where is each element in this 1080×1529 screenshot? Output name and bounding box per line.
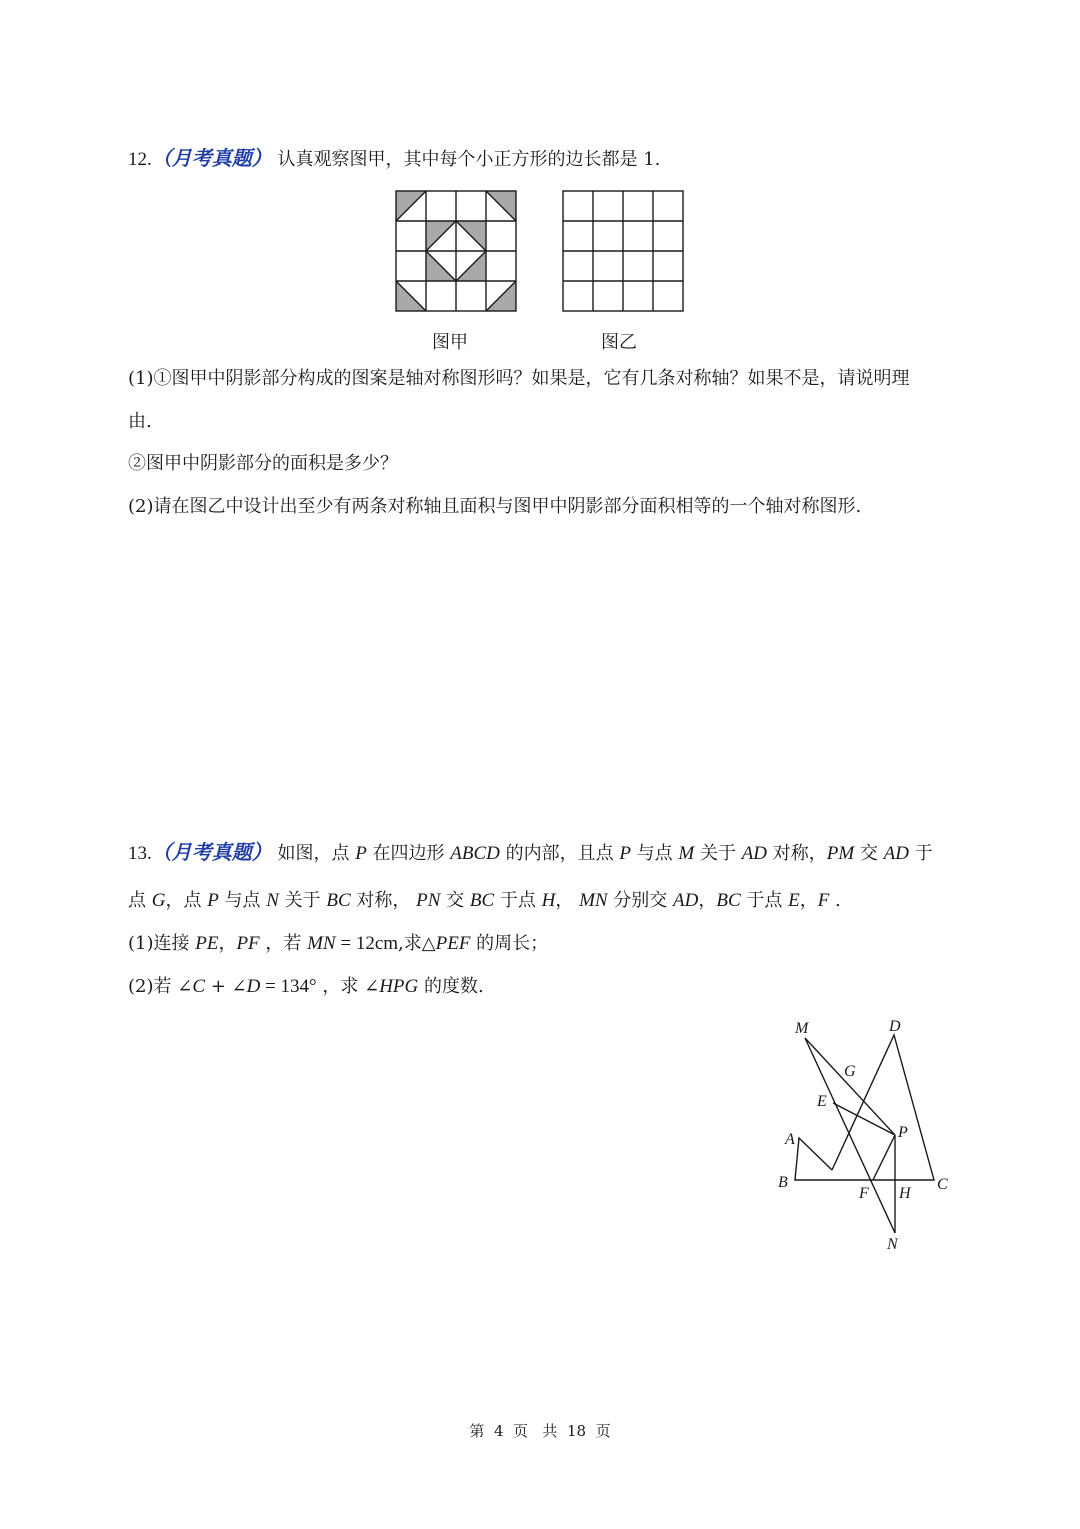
- figure-jia: [396, 191, 518, 313]
- q13-figure: [770, 1012, 970, 1252]
- jia-grid: [396, 191, 516, 311]
- label-d: D: [889, 1018, 901, 1035]
- q13-part2: (2)若 ∠C + ∠D = 134° ，求 ∠HPG 的度数.: [128, 976, 484, 997]
- q12-stem: 认真观察图甲，其中每个小正方形的边长都是 1.: [277, 149, 661, 170]
- caption-jia: 图甲: [432, 332, 468, 353]
- quad-abcd: [795, 1035, 934, 1180]
- label-g: G: [844, 1063, 856, 1080]
- q12-stem-line: [128, 146, 660, 172]
- label-c: C: [937, 1176, 948, 1193]
- page-footer: 第 4 页 共 18 页: [469, 1422, 611, 1440]
- label-a: A: [785, 1131, 795, 1148]
- q12-tag: （月考真题）: [151, 146, 272, 170]
- yi-grid: [563, 191, 683, 311]
- label-h: H: [899, 1185, 911, 1202]
- q13-tag: （月考真题）: [151, 840, 272, 864]
- label-f: F: [859, 1185, 869, 1202]
- label-p: P: [898, 1124, 908, 1141]
- caption-yi: 图乙: [601, 332, 637, 353]
- q13-line1: 13.（月考真题） 如图，点 P 在四边形 ABCD 的内部，且点 P 与点 M 关于 AD 对称，PM 交 AD 于: [128, 840, 933, 864]
- total-pages: 18: [566, 1422, 587, 1440]
- label-b: B: [778, 1174, 788, 1191]
- segment-mp: [805, 1038, 895, 1135]
- label-e: E: [817, 1093, 827, 1110]
- q12-part1-line2: 由.: [128, 411, 152, 432]
- q12-number: 12.: [128, 149, 152, 170]
- current-page: 4: [493, 1422, 504, 1440]
- segment-pf: [873, 1135, 895, 1180]
- label-n: N: [887, 1236, 898, 1253]
- q12-part2: (2)请在图乙中设计出至少有两条对称轴且面积与图甲中阴影部分面积相等的一个轴对称图形.: [128, 496, 862, 517]
- q13-part1: (1)连接 PE，PF ，若 MN = 12cm,求△PEF 的周长；: [128, 933, 549, 954]
- q12-part1-line1: (1)①图甲中阴影部分构成的图案是轴对称图形吗？如果是，它有几条对称轴？如果不是，请说明理: [128, 368, 910, 389]
- q13-line2: 点 G，点 P 与点 N 关于 BC 对称， PN 交 BC 于点 H， MN 分别交 AD，BC 于点 E，F .: [128, 890, 841, 911]
- label-m: M: [795, 1020, 809, 1037]
- q13-number: 13.: [128, 843, 152, 864]
- q12-part1-q2: ②图甲中阴影部分的面积是多少？: [128, 453, 398, 474]
- figure-yi: [563, 191, 685, 313]
- figure-labels: [778, 1018, 948, 1253]
